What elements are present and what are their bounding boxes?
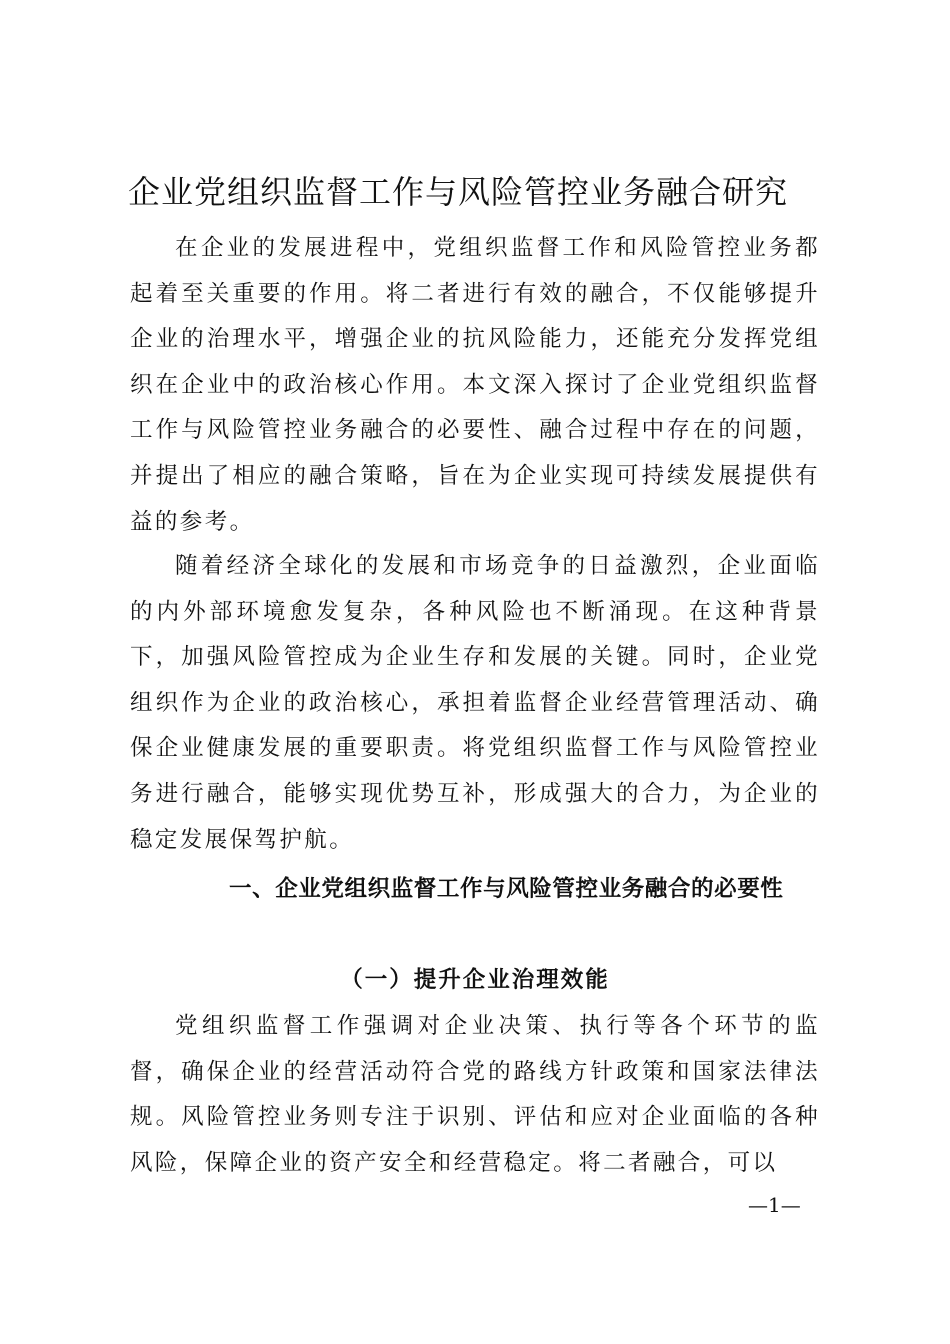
- document-title: 企业党组织监督工作与风险管控业务融合研究: [128, 173, 789, 211]
- paragraph-intro: 在企业的发展进程中，党组织监督工作和风险管控业务都起着至关重要的作用。将二者进行有效的融合，不仅能够提升企业的治理水平，增强企业的抗风险能力，还能充分发挥党组织在企业中的政治核心作用。本文深入探讨了企业党组织监督工作与风险管控业务融合的必要性、融合过程中存在的问题，并提出了相应的融合策略，旨在为企业实现可持续发展提供有益的参考。: [130, 235, 820, 535]
- section-heading: 一、企业党组织监督工作与风险管控业务融合的必要性: [229, 876, 784, 902]
- paragraph-governance: 党组织监督工作强调对企业决策、执行等各个环节的监督，确保企业的经营活动符合党的路线方针政策和国家法律法规。风险管控业务则专注于识别、评估和应对企业面临的各种风险，保障企业的资产安全和经营稳定。将二者融合，可以: [130, 1013, 820, 1176]
- page-number: —1—: [748, 1193, 801, 1217]
- subsection-heading: （一）提升企业治理效能: [340, 967, 610, 993]
- paragraph-background: 随着经济全球化的发展和市场竞争的日益激烈，企业面临的内外部环境愈发复杂，各种风险也不断涌现。在这种背景下，加强风险管控成为企业生存和发展的关键。同时，企业党组织作为企业的政治核心，承担着监督企业经营管理活动、确保企业健康发展的重要职责。将党组织监督工作与风险管控业务进行融合，能够实现优势互补，形成强大的合力，为企业的稳定发展保驾护航。: [130, 553, 820, 853]
